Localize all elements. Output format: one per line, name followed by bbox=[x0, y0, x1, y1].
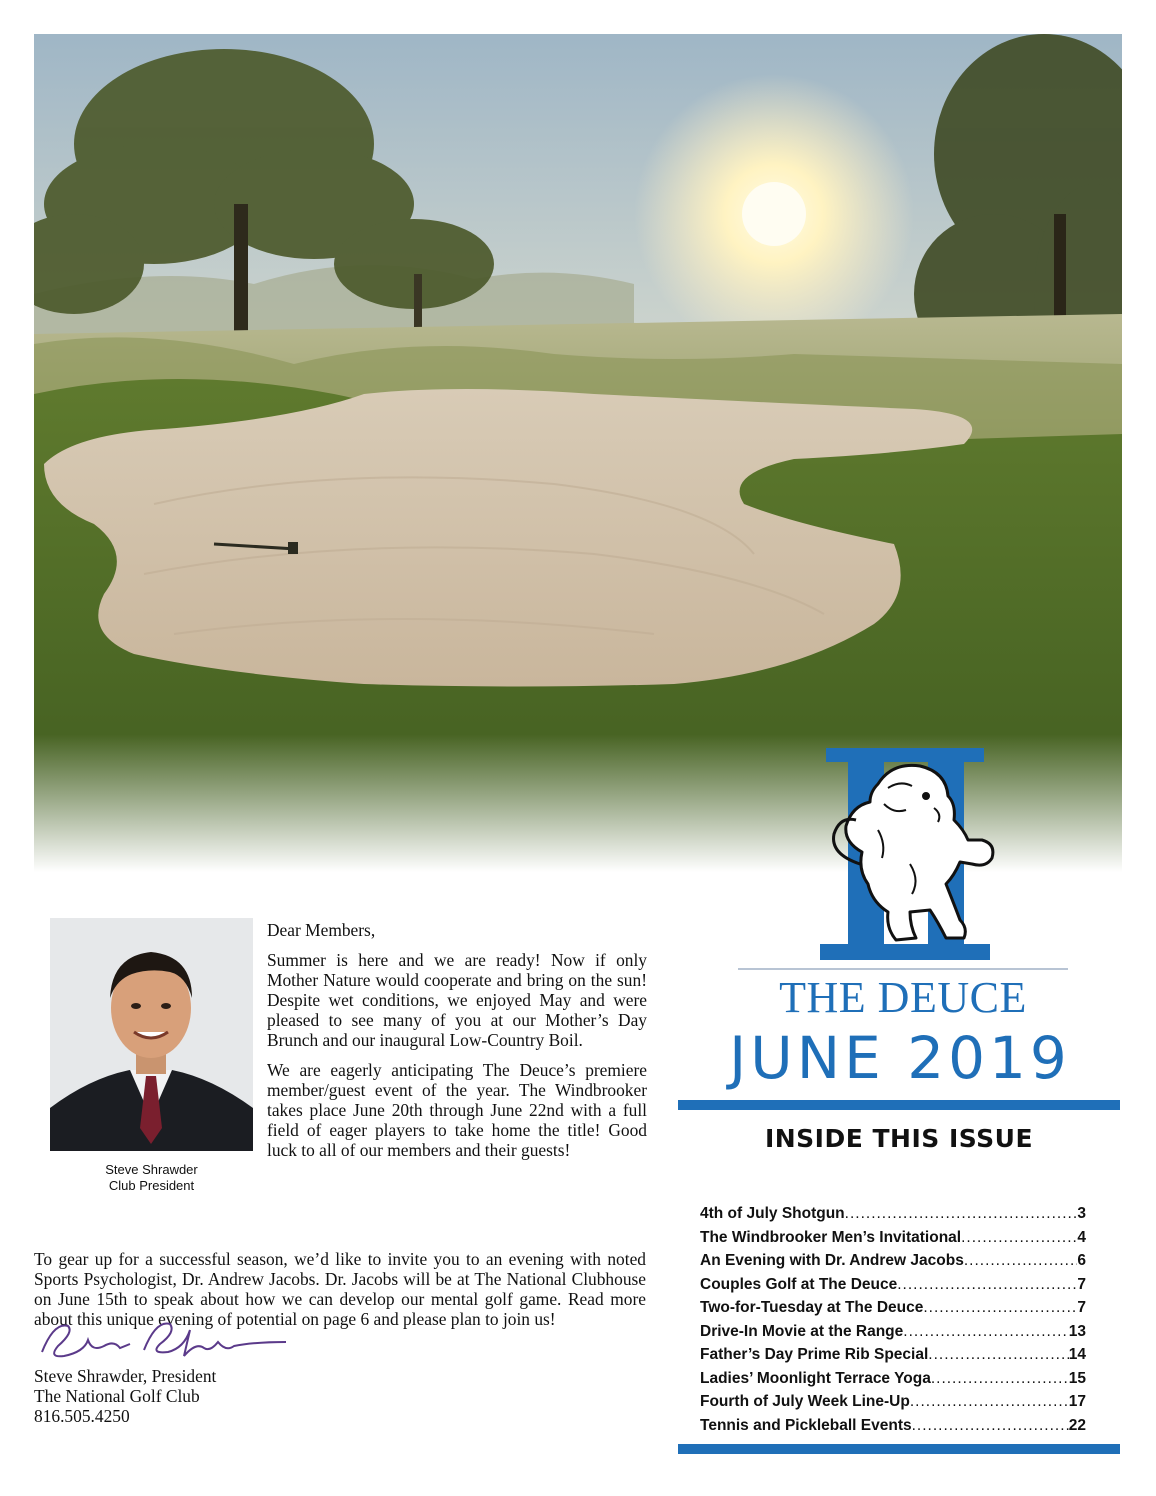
toc-leader-dots bbox=[897, 1273, 1077, 1297]
toc-item[interactable] bbox=[700, 1367, 1086, 1391]
letter-paragraph-full-width: To gear up for a successful season, we’d like to invite you to an evening with noted Sports Psychologist, Dr. Andrew Jacobs. Dr. Jacobs will be at The National Clubhouse on June 15th to speak about how we can develop our mental golf game. Read more about this unique evening of potential on page 6 and please plan to join us! bbox=[34, 1249, 646, 1329]
sign-org: The National Golf Club bbox=[34, 1386, 200, 1406]
toc-top-bar bbox=[678, 1100, 1120, 1110]
toc-item[interactable] bbox=[700, 1202, 1086, 1226]
toc-leader-dots bbox=[964, 1249, 1078, 1273]
letter-salutation: Dear Members, bbox=[267, 920, 376, 940]
toc-item-page: 22 bbox=[1068, 1416, 1086, 1434]
toc-bottom-bar bbox=[678, 1444, 1120, 1454]
caption-title: Club President bbox=[108, 1178, 195, 1193]
toc-item-title: An Evening with Dr. Andrew Jacobs bbox=[700, 1252, 964, 1269]
issue-date: JUNE 2019 bbox=[729, 1024, 1071, 1092]
toc-item-title: Father’s Day Prime Rib Special bbox=[700, 1346, 929, 1363]
signature-icon bbox=[34, 1312, 294, 1368]
toc-item-title: Tennis and Pickleball Events bbox=[700, 1416, 912, 1434]
brand-title: THE DEUCE bbox=[738, 968, 1068, 1023]
toc-item-title: Ladies’ Moonlight Terrace Yoga bbox=[700, 1369, 931, 1387]
toc-leader-dots bbox=[923, 1296, 1077, 1320]
portrait-caption bbox=[50, 1162, 253, 1194]
toc-leader-dots bbox=[912, 1414, 1069, 1438]
toc-heading: INSIDE THIS ISSUE bbox=[764, 1124, 1034, 1153]
sign-name: Steve Shrawder, President bbox=[34, 1366, 217, 1386]
table-of-contents bbox=[700, 1202, 1086, 1437]
toc-leader-dots bbox=[910, 1390, 1069, 1414]
toc-item-page: 13 bbox=[1068, 1322, 1086, 1340]
toc-leader-dots bbox=[931, 1367, 1069, 1391]
toc-item[interactable] bbox=[700, 1390, 1086, 1414]
portrait-illustration bbox=[50, 918, 253, 1151]
toc-item[interactable] bbox=[700, 1226, 1086, 1250]
caption-name: Steve Shrawder bbox=[105, 1162, 198, 1177]
toc-item[interactable] bbox=[700, 1343, 1086, 1367]
signature-handwritten bbox=[34, 1312, 294, 1368]
toc-item[interactable] bbox=[700, 1296, 1086, 1320]
toc-item-title: Drive-In Movie at the Range bbox=[700, 1322, 904, 1340]
toc-item-page: 15 bbox=[1068, 1369, 1086, 1387]
toc-item-page: 3 bbox=[1077, 1205, 1086, 1222]
toc-item-title: The Windbrooker Men’s Invitational bbox=[700, 1228, 962, 1246]
toc-item[interactable] bbox=[700, 1273, 1086, 1297]
toc-item-title: 4th of July Shotgun bbox=[700, 1205, 845, 1222]
toc-item-page: 7 bbox=[1077, 1275, 1086, 1293]
toc-leader-dots bbox=[928, 1343, 1068, 1367]
toc-item-title: Couples Golf at The Deuce bbox=[700, 1275, 898, 1293]
toc-item[interactable] bbox=[700, 1414, 1086, 1438]
toc-item[interactable] bbox=[700, 1320, 1086, 1344]
toc-item-page: 4 bbox=[1077, 1228, 1086, 1246]
signature-block bbox=[34, 1366, 216, 1426]
toc-leader-dots bbox=[961, 1226, 1077, 1250]
toc-item-page: 6 bbox=[1077, 1252, 1086, 1269]
sign-phone: 816.505.4250 bbox=[34, 1406, 130, 1426]
toc-item-title: Two-for-Tuesday at The Deuce bbox=[700, 1299, 924, 1316]
president-portrait bbox=[50, 918, 253, 1151]
toc-leader-dots bbox=[903, 1320, 1068, 1344]
lion-roman-two-icon bbox=[760, 744, 1050, 964]
letter-paragraph: We are eagerly anticipating The Deuce’s premiere member/guest event of the year. The Windbrooker takes place June 20th through June 22nd with a full field of eager players to take home the title! Good luck to all of our members and their guests! bbox=[267, 1060, 647, 1160]
toc-leader-dots bbox=[845, 1202, 1078, 1226]
toc-item-page: 17 bbox=[1068, 1393, 1086, 1410]
deuce-lion-logo bbox=[760, 744, 1050, 964]
toc-item-page: 7 bbox=[1077, 1299, 1086, 1316]
toc-item-title: Fourth of July Week Line-Up bbox=[700, 1393, 910, 1410]
toc-item[interactable] bbox=[700, 1249, 1086, 1273]
letter-paragraph: Summer is here and we are ready! Now if only Mother Nature would cooperate and bring on the sun! Despite wet conditions, we enjoyed May and were pleased to see many of you at our Mother’s Day Brunch and our inaugural Low-Country Boil. bbox=[267, 950, 647, 1050]
toc-item-page: 14 bbox=[1068, 1346, 1086, 1363]
president-letter bbox=[267, 920, 647, 1170]
